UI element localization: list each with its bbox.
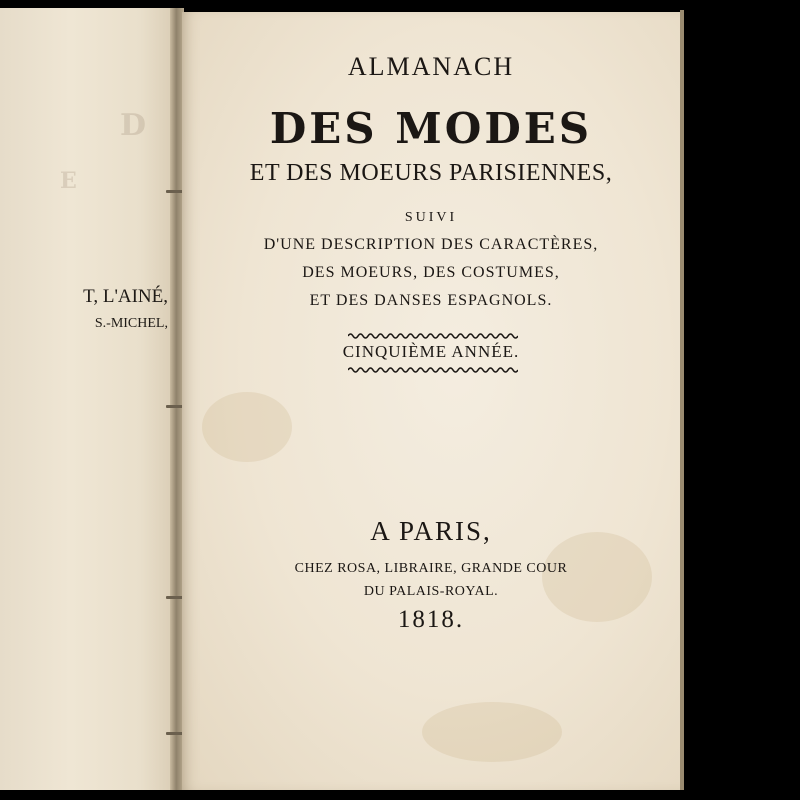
left-page-line-2: S.-MICHEL, bbox=[94, 316, 168, 331]
bleed-through-text: E bbox=[60, 168, 77, 194]
description-line-1: D'UNE DESCRIPTION DES CARACTÈRES, bbox=[263, 236, 599, 253]
title-page bbox=[182, 12, 680, 790]
imprint-city: A PARIS, bbox=[370, 516, 492, 546]
foxing-spot bbox=[422, 702, 562, 762]
page-edge bbox=[680, 10, 684, 790]
publication-year: 1818. bbox=[397, 606, 465, 633]
bleed-through-text: D bbox=[120, 108, 147, 143]
edition-label: CINQUIÈME ANNÉE. bbox=[342, 342, 520, 361]
title-des-modes: DES MODES bbox=[269, 104, 593, 153]
left-page bbox=[0, 8, 176, 790]
title-almanach: ALMANACH bbox=[347, 52, 515, 81]
publisher-line-2: DU PALAIS-ROYAL. bbox=[363, 584, 499, 599]
suivi-label: SUIVI bbox=[404, 210, 458, 225]
wavy-rule-top bbox=[348, 332, 518, 340]
description-line-3: ET DES DANSES ESPAGNOLS. bbox=[309, 292, 553, 309]
description-line-2: DES MOEURS, DES COSTUMES, bbox=[302, 264, 560, 281]
foxing-spot bbox=[202, 392, 292, 462]
left-page-line-1: T, L'AINÉ, bbox=[83, 286, 168, 307]
wavy-rule-bottom bbox=[348, 366, 518, 374]
subtitle-moeurs: ET DES MOEURS PARISIENNES, bbox=[249, 160, 613, 186]
publisher-line-1: CHEZ ROSA, LIBRAIRE, GRANDE COUR bbox=[294, 561, 568, 576]
